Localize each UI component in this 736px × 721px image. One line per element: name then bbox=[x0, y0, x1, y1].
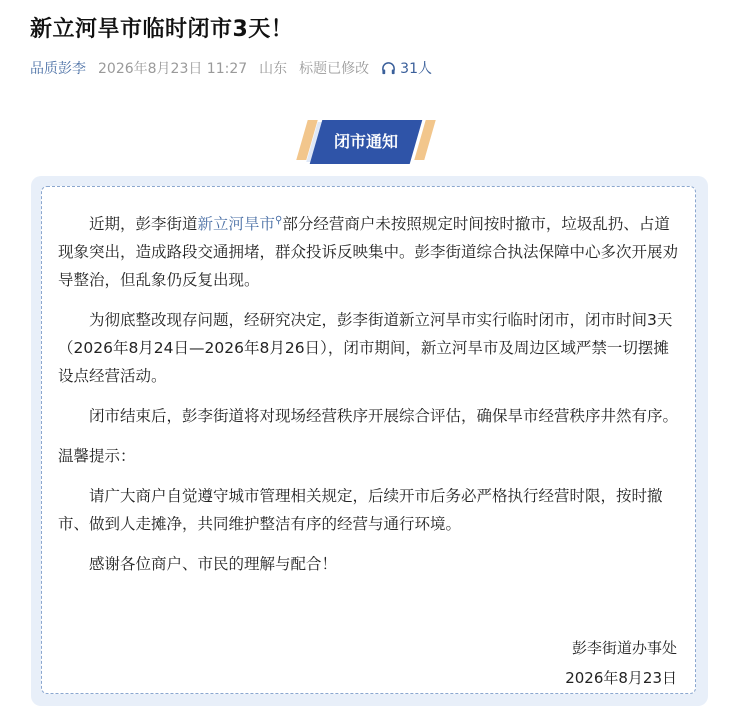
article-title: 新立河旱市临时闭市3天！ bbox=[30, 17, 294, 42]
article-meta bbox=[30, 58, 432, 78]
notice-body bbox=[58, 207, 683, 590]
paragraph-1-start: 近期，彭李街道 bbox=[89, 215, 198, 234]
search-icon[interactable]: ⚲ bbox=[275, 215, 283, 226]
listen-button[interactable] bbox=[381, 58, 432, 78]
market-search-link[interactable]: 新立河旱市 bbox=[197, 215, 276, 234]
notice-banner bbox=[296, 118, 446, 166]
listen-count: 31人 bbox=[400, 61, 432, 77]
paragraph-2: 为彻底整改现存问题，经研究决定，彭李街道新立河旱市实行临时闭市，闭市时间3天（2026年8月24日—2026年8月26日），闭市期间，新立河旱市及周边区域严禁一切摆摊设点经营活动。 bbox=[58, 311, 673, 386]
signature-block bbox=[565, 633, 677, 693]
publish-datetime: 2026年8月23日 11:27 bbox=[98, 61, 248, 77]
notice-card-inner bbox=[41, 186, 696, 694]
account-name-link[interactable]: 品质彭李 bbox=[30, 61, 86, 77]
signature-org: 彭李街道办事处 bbox=[571, 639, 677, 657]
banner-label: 闭市通知 bbox=[333, 132, 398, 151]
headphones-icon bbox=[381, 61, 396, 76]
paragraph-5: 感谢各位商户、市民的理解与配合！ bbox=[89, 555, 338, 574]
notice-card bbox=[31, 176, 708, 706]
paragraph-1 bbox=[58, 207, 683, 294]
paragraph-1-rest: 部分经营商户未按照规定时间按时撤市，垃圾乱扔、占道现象突出，造成路段交通拥堵，群众投诉反映集中。彭李街道综合执法保障中心多次开展劝导整治，但乱象仍反复出现。 bbox=[58, 215, 679, 290]
signature-date: 2026年8月23日 bbox=[565, 669, 677, 687]
paragraph-4: 请广大商户自觉遵守城市管理相关规定，后续开市后务必严格执行经营时限，按时撤市、做到人走摊净，共同维护整洁有序的经营与通行环境。 bbox=[58, 487, 663, 534]
paragraph-3: 闭市结束后，彭李街道将对现场经营秩序开展综合评估，确保旱市经营秩序井然有序。 bbox=[89, 407, 679, 426]
publish-location: 山东 bbox=[259, 61, 288, 77]
edited-label: 标题已修改 bbox=[299, 61, 370, 77]
tip-heading: 温馨提示： bbox=[58, 447, 136, 466]
